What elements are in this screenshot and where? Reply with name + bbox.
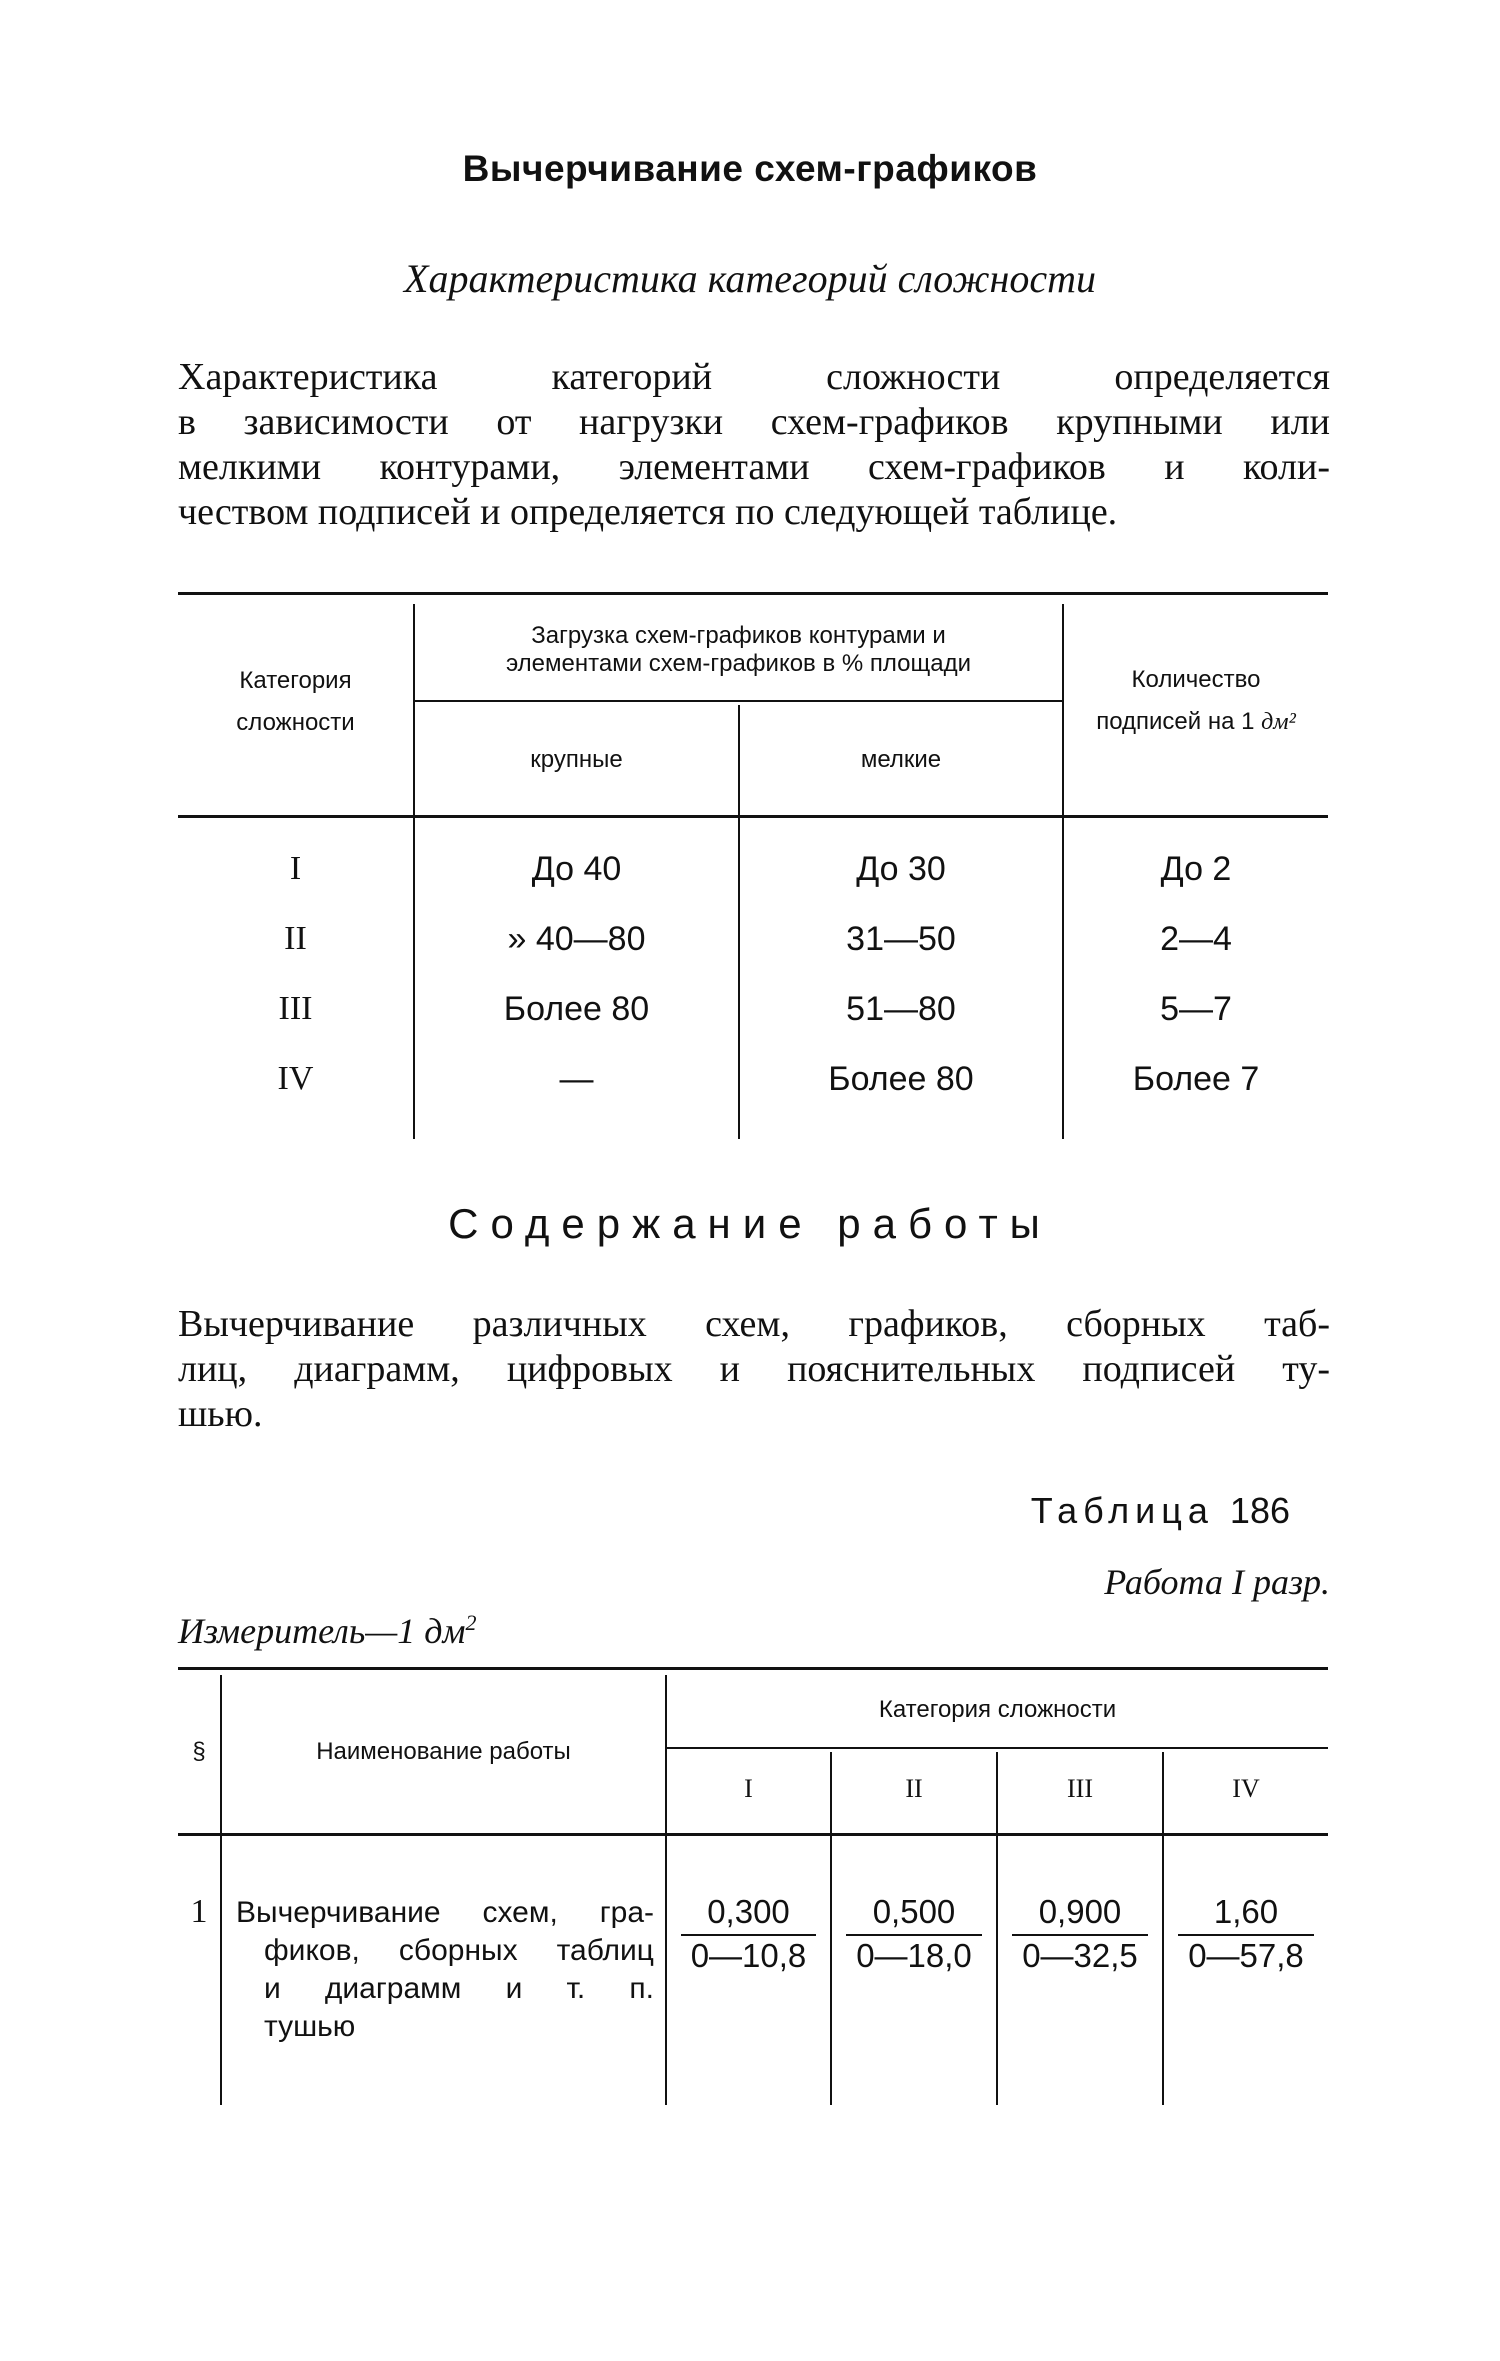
row-count: 2—4 xyxy=(1160,920,1232,958)
work-name-line: и диаграмм и т. п. xyxy=(264,1972,654,2005)
header-complexity: Категория сложности xyxy=(878,1696,1117,1723)
header-count-unit: дм² xyxy=(1261,709,1296,735)
intro-line: чеством подписей и определяется по следующей таблице. xyxy=(178,491,1118,533)
row-large: » 40—80 xyxy=(507,920,646,958)
price-value: 0—32,5 xyxy=(1022,1937,1138,1974)
row-category: I xyxy=(289,850,302,887)
header-small: мелкие xyxy=(860,746,942,773)
measure-exp: 2 xyxy=(465,1610,477,1635)
intro-line: Характеристика категорий сложности определяется xyxy=(178,356,1330,398)
header-cat-2: II xyxy=(905,1774,923,1803)
row-small: До 30 xyxy=(856,850,946,888)
work-name-line: Вычерчивание схем, гра- xyxy=(236,1896,654,1929)
table-header-rule xyxy=(178,815,1328,818)
table-number-value: 186 xyxy=(1229,1490,1290,1531)
table-header-rule xyxy=(178,1833,1328,1836)
header-count-line: подписей на 1 xyxy=(1096,708,1255,735)
header-count-line: Количество xyxy=(1131,666,1261,693)
norm-value: 1,60 xyxy=(1178,1893,1314,1936)
norm-value: 0,300 xyxy=(681,1893,816,1936)
row-number: 1 xyxy=(190,1893,208,1930)
measure-unit xyxy=(178,1610,476,1652)
table-top-rule xyxy=(178,1667,1328,1670)
row-small: Более 80 xyxy=(828,1060,974,1098)
norm-value: 0,900 xyxy=(1012,1893,1148,1936)
row-large: Более 80 xyxy=(503,990,650,1028)
row-category: III xyxy=(278,990,313,1027)
table-number xyxy=(1031,1490,1290,1532)
header-load-line: Загрузка схем-графиков контурами и xyxy=(531,622,946,649)
row-large: — xyxy=(559,1060,594,1098)
header-section: § xyxy=(192,1738,206,1765)
header-large: крупные xyxy=(530,746,623,773)
table-top-rule xyxy=(178,592,1328,595)
header-load-line: элементами схем-графиков в % площади xyxy=(505,650,972,677)
work-grade: Работа I разр. xyxy=(1104,1562,1330,1602)
header-cat-3: III xyxy=(1067,1774,1093,1803)
subheader-rule xyxy=(667,1747,1328,1749)
price-value: 0—57,8 xyxy=(1188,1937,1304,1974)
subsection-title: Характеристика категорий сложности xyxy=(404,256,1096,301)
work-name-line: фиков, сборных таблиц xyxy=(264,1934,654,1967)
header-category xyxy=(178,667,413,737)
section-title: Вычерчивание схем-графиков xyxy=(462,148,1038,189)
row-count: До 2 xyxy=(1160,850,1232,888)
norm-cell-4 xyxy=(1164,1893,1328,1976)
content-heading: Содержание работы xyxy=(448,1200,1052,1247)
norm-value: 0,500 xyxy=(846,1893,982,1936)
row-category: II xyxy=(284,920,307,957)
row-count: Более 7 xyxy=(1132,1060,1260,1098)
header-load xyxy=(415,622,1062,678)
intro-line: в зависимости от нагрузки схем-графиков крупными или xyxy=(178,401,1330,443)
intro-line: мелкими контурами, элементами схем-графиков и коли- xyxy=(178,446,1330,488)
content-line: шью. xyxy=(178,1393,263,1435)
content-paragraph xyxy=(178,1302,1330,1437)
row-large: До 40 xyxy=(531,850,622,888)
work-name-line: тушью xyxy=(264,2010,356,2043)
table-number-label: Таблица xyxy=(1030,1490,1214,1531)
norm-cell-2 xyxy=(832,1893,996,1976)
header-cat-4: IV xyxy=(1232,1774,1260,1803)
intro-paragraph xyxy=(178,355,1330,535)
header-cat-1: I xyxy=(744,1774,753,1803)
price-value: 0—18,0 xyxy=(856,1937,972,1974)
header-category-line: Категория xyxy=(239,667,352,694)
content-line: Вычерчивание различных схем, графиков, сборных таб- xyxy=(178,1303,1330,1345)
header-count xyxy=(1064,666,1328,736)
content-line: лиц, диаграмм, цифровых и пояснительных подписей ту- xyxy=(178,1348,1330,1390)
subheader-rule xyxy=(415,700,1062,702)
measure-label: Измеритель—1 дм xyxy=(178,1611,466,1651)
row-count: 5—7 xyxy=(1160,990,1232,1028)
header-category-line: сложности xyxy=(236,709,355,736)
row-work-name xyxy=(236,1894,654,2046)
norm-cell-1 xyxy=(667,1893,830,1976)
row-small: 51—80 xyxy=(846,990,956,1028)
column-divider xyxy=(665,1675,667,2105)
row-small: 31—50 xyxy=(846,920,956,958)
price-value: 0—10,8 xyxy=(690,1937,807,1974)
header-work-name: Наименование работы xyxy=(316,1738,571,1765)
row-category: IV xyxy=(277,1060,314,1097)
norm-cell-3 xyxy=(998,1893,1162,1976)
